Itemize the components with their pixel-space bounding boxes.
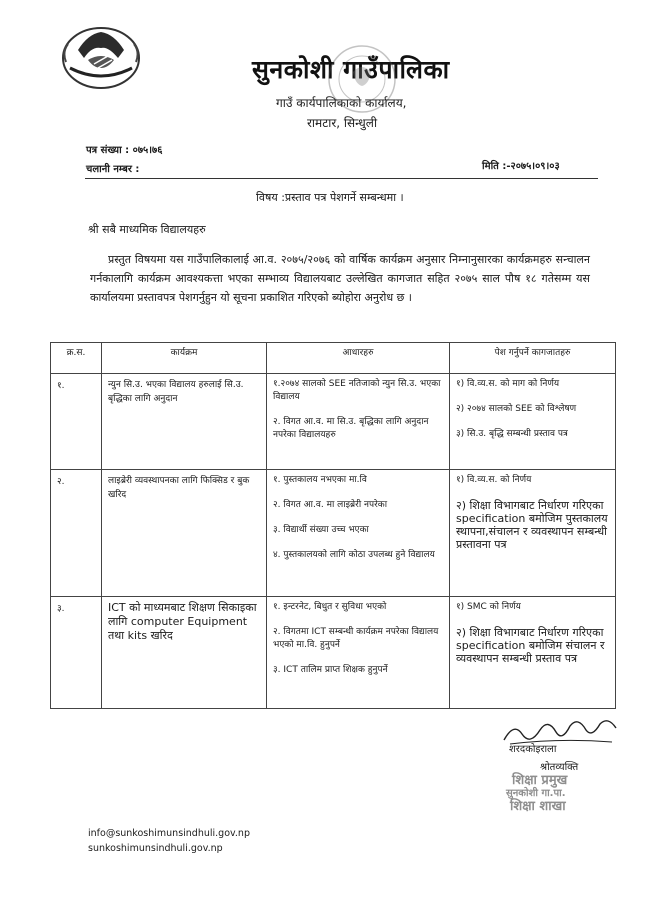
- row-basis: [267, 374, 450, 470]
- document-item: ३) सि.उ. बृद्धि सम्बन्धी प्रस्ताव पत्र: [456, 429, 568, 439]
- basis-item: २. विगतमा ICT सम्बन्धी कार्यक्रम नपरेका विद्यालय भएको मा.वि. हुनुपर्ने: [273, 627, 439, 650]
- row-program: [102, 597, 267, 709]
- basis-item: ३. ICT तालिम प्राप्त शिक्षक हुनुपर्ने: [273, 665, 388, 675]
- program-text: लाइब्रेरी व्यवस्थापनका लागि फिक्सिड र बुक खरिद: [108, 476, 250, 500]
- dispatch-number: चलानी नम्बर :: [86, 164, 140, 175]
- basis-item: ४. पुस्तकालयको लागि कोठा उपलब्ध हुने विद्यालय: [273, 550, 435, 560]
- document-item: २) २०७४ सालको SEE को विश्लेषण: [456, 404, 577, 414]
- document-item: १) SMC को निर्णय: [456, 602, 521, 612]
- col-header-program: कार्यक्रम: [102, 343, 267, 374]
- basis-item: २. विगत आ.व. मा सि.उ. बृद्धिका लागि अनुदान नपरेका विद्यालयहरु: [273, 417, 429, 440]
- col-header-documents: पेश गर्नुपर्ने कागजातहरु: [450, 343, 616, 374]
- letter-date: मिति :-२०७५।०९।०३: [482, 161, 560, 172]
- body-paragraph: प्रस्तुत विषयमा यस गाउँपालिकालाई आ.व. २०७५/२०७६ को वार्षिक कार्यक्रम अनुसार निम्नानुसारका कार्यक्रमहरु सन्चालन गर्नकालागि कार्यक्रम आवश्यकत्ता भएका सम्भाव्य विद्यालयबाट उल्लेखित कागजात सहित २०७५ साल पौष १८ गतेसम्म यस कार्यालयमा प्रस्तावपत्र पेशगर्नुहुन यो सूचना प्रकाशित गरिएको ब्योहोरा अनुरोध छ ।: [90, 253, 590, 304]
- header-divider: [85, 178, 598, 179]
- page-title: सुनकोशी गाउँपालिका: [252, 55, 450, 84]
- signatory-name: शरदकोइराला: [509, 744, 557, 755]
- row-sn: २.: [51, 470, 102, 597]
- subject-line: विषय :प्रस्ताव पत्र पेशगर्ने सम्बन्धमा ।: [256, 191, 404, 204]
- basis-item: १. पुस्तकालय नभएका मा.वि: [273, 475, 367, 485]
- program-text: ICT को माध्यमबाट शिक्षण सिकाइका लागि computer Equipment तथा kits खरिद: [108, 601, 257, 642]
- row-program: [102, 374, 267, 470]
- office-address: रामटार, सिन्धुली: [307, 116, 378, 130]
- table-row: [51, 597, 616, 709]
- basis-item: २. विगत आ.व. मा लाइब्रेरी नपरेका: [273, 500, 388, 510]
- education-section-stamp: [506, 774, 602, 812]
- row-sn: ३.: [51, 597, 102, 709]
- nepal-emblem-logo: [58, 22, 144, 92]
- letter-number: पत्र संख्या : ०७५।७६: [86, 145, 163, 156]
- document-item: २) शिक्षा विभागबाट निर्धारण गरिएका specification बमोजिम पुस्तकालय स्थापना,संचालन र व्यवस्थापन सम्बन्धी प्रस्तावना पत्र: [456, 499, 608, 551]
- row-documents: [450, 374, 616, 470]
- table-row: [51, 374, 616, 470]
- basis-item: १. इन्टरनेट, बिधुत र सुविधा भएको: [273, 602, 387, 612]
- addressee: श्री सबै माध्यमिक विद्यालयहरु: [88, 223, 206, 236]
- row-documents: [450, 470, 616, 597]
- basis-item: १.२०७४ सालको SEE नतिजाको न्युन सि.उ. भएका विद्यालय: [273, 379, 441, 402]
- letter-body: [90, 250, 590, 307]
- row-program: [102, 470, 267, 597]
- program-text: न्युन सि.उ. भएका विद्यालय हरुलाई सि.उ. बृद्धिका लागि अनुदान: [108, 380, 244, 404]
- table-row: [51, 470, 616, 597]
- document-item: १) वि.व्य.स. को निर्णय: [456, 475, 532, 485]
- programs-table: [50, 342, 616, 709]
- col-header-sn: क्र.स.: [51, 343, 102, 374]
- col-header-basis: आधारहरु: [267, 343, 450, 374]
- stamp-line: शिक्षा प्रमुख: [512, 773, 568, 788]
- row-basis: [267, 597, 450, 709]
- signatory-role: श्रोतव्यक्ति: [540, 762, 579, 773]
- footer-email: info@sunkoshimunsindhuli.gov.np: [88, 828, 250, 839]
- table-header-row: [51, 343, 616, 374]
- office-name: गाउँ कार्यपालिकाको कार्यालय,: [276, 96, 407, 110]
- basis-item: ३. विद्यार्थी संख्या उच्च भएका: [273, 525, 369, 535]
- row-basis: [267, 470, 450, 597]
- document-item: २) शिक्षा विभागबाट निर्धारण गरिएका specification बमोजिम संचालन र व्यवस्थापन सम्बन्धी प्रस्ताव पत्र: [456, 626, 605, 665]
- stamp-line: सुनकोशी गा.पा.: [506, 788, 566, 799]
- footer-website: sunkoshimunsindhuli.gov.np: [88, 843, 223, 854]
- document-item: १) वि.व्य.स. को माग को निर्णय: [456, 379, 560, 389]
- row-sn: १.: [51, 374, 102, 470]
- stamp-line: शिक्षा शाखा: [510, 799, 566, 814]
- row-documents: [450, 597, 616, 709]
